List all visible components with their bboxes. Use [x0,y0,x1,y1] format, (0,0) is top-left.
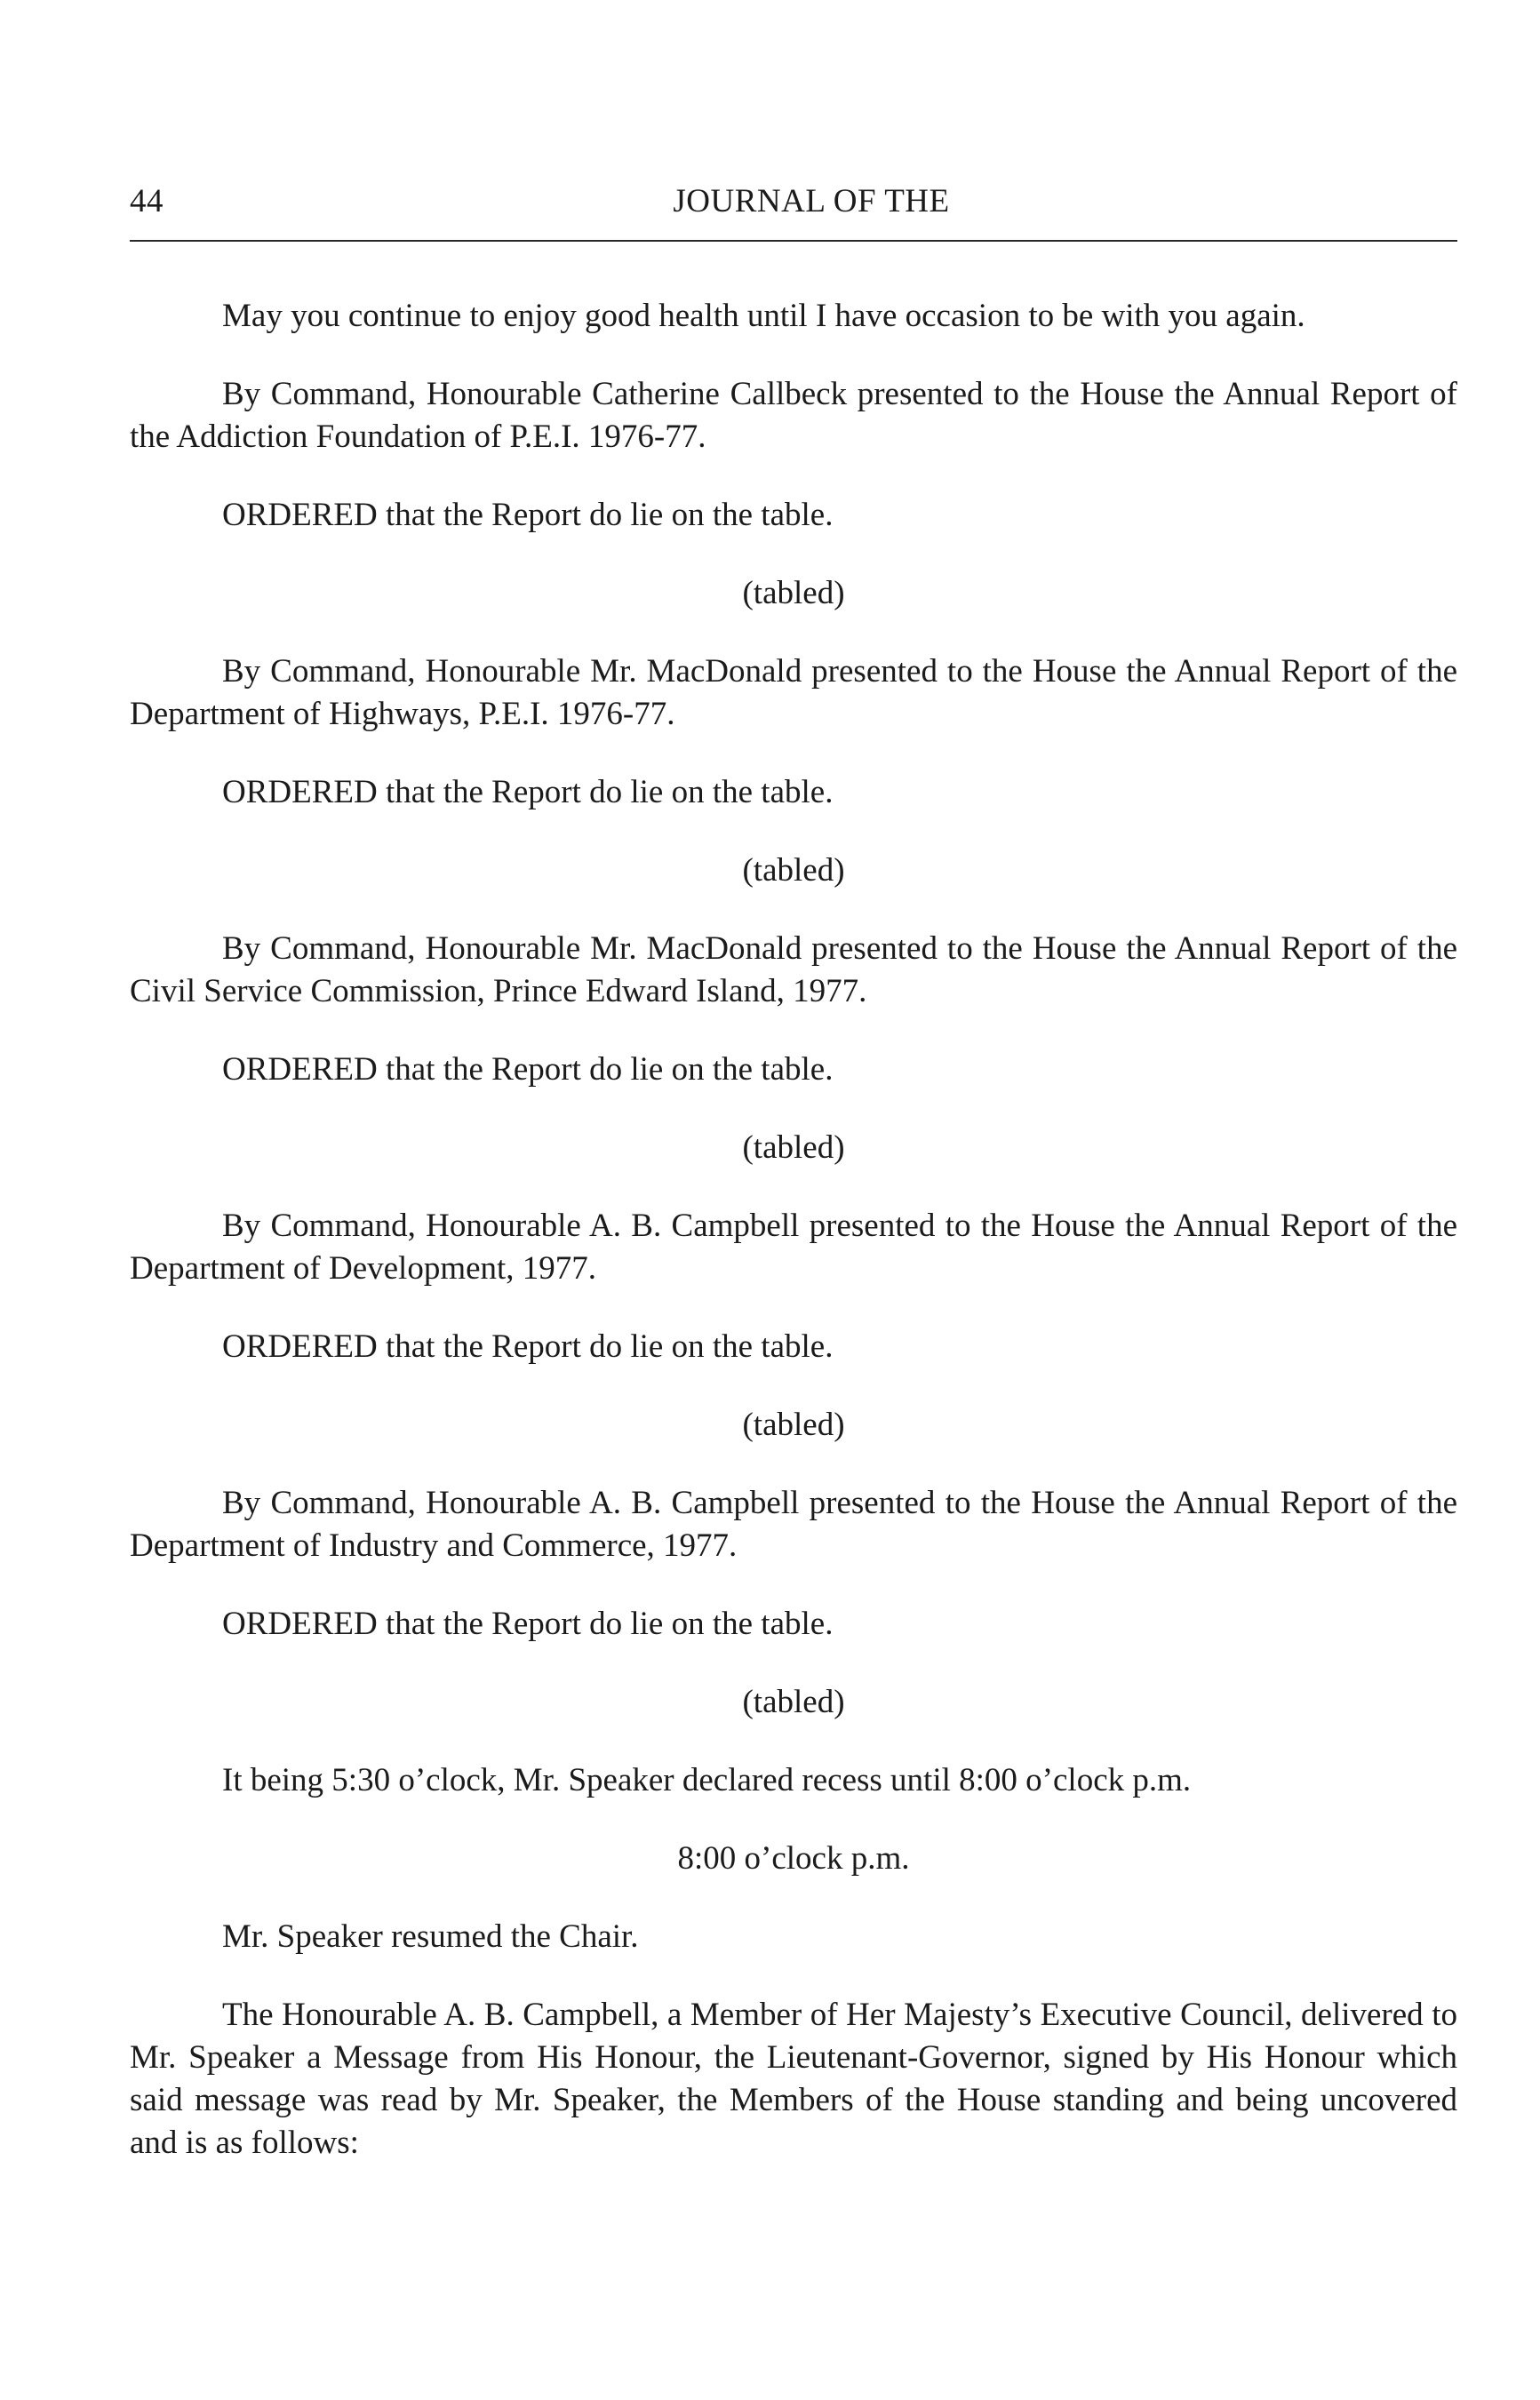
running-head: JOURNAL OF THE [673,183,950,219]
closing-paragraph: May you continue to enjoy good health until I have occasion to be with you again. [222,298,1305,334]
page-number: 44 [130,183,164,219]
ordered-line: ORDERED that the Report do lie on the table. [222,1328,834,1365]
tabled-note: (tabled) [742,852,845,889]
tabling-paragraph: By Command, Honourable Mr. MacDonald presented to the House the Annual Report of the Civil Service Commission, Prince Edward Island, 1977. [130,930,1457,1009]
tabling-paragraph: By Command, Honourable Catherine Callbeck presented to the House the Annual Report of the Addiction Foundation of P.E.I. 1976-77. [130,376,1457,455]
tabling-paragraph: By Command, Honourable Mr. MacDonald presented to the House the Annual Report of the Department of Highways, P.E.I. 1976-77. [130,653,1457,732]
time-heading: 8:00 o’clock p.m. [677,1840,910,1877]
message-paragraph: The Honourable A. B. Campbell, a Member of Her Majesty’s Executive Council, delivered to Mr. Speaker a Message from His Honour, the Lieutenant-Governor, signed by His Honour which said message was read by Mr. Speaker, the Members of the House standing and being uncovered and is as follows: [130,1997,1457,2161]
journal-body [130,295,1457,2200]
header-rule [130,240,1457,242]
ordered-line: ORDERED that the Report do lie on the table. [222,1051,834,1088]
page-header [130,182,1457,227]
tabled-note: (tabled) [742,575,845,611]
tabled-note: (tabled) [742,1129,845,1166]
recess-line: It being 5:30 o’clock, Mr. Speaker declared recess until 8:00 o’clock p.m. [222,1762,1192,1798]
tabling-paragraph: By Command, Honourable A. B. Campbell presented to the House the Annual Report of the Department of Development, 1977. [130,1208,1457,1287]
ordered-line: ORDERED that the Report do lie on the table. [222,497,834,533]
resumed-chair-line: Mr. Speaker resumed the Chair. [222,1918,639,1955]
tabled-note: (tabled) [742,1407,845,1443]
tabled-note: (tabled) [742,1684,845,1720]
ordered-line: ORDERED that the Report do lie on the table. [222,774,834,810]
ordered-line: ORDERED that the Report do lie on the table. [222,1606,834,1642]
tabling-paragraph: By Command, Honourable A. B. Campbell presented to the House the Annual Report of the Department of Industry and Commerce, 1977. [130,1485,1457,1564]
